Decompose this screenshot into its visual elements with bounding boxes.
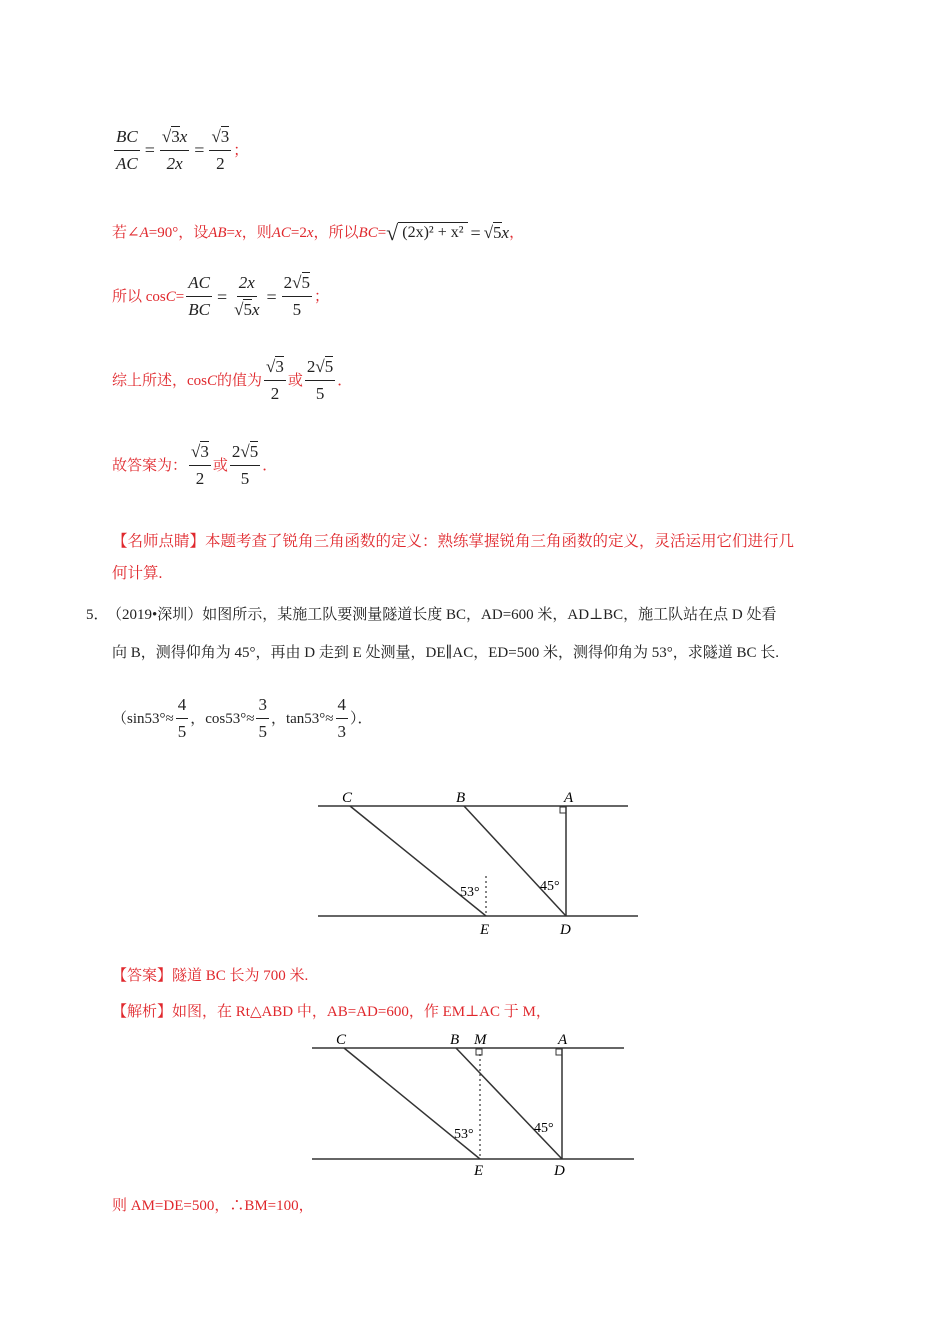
- fraction-sqrt3-over-2: $\frac{√3}{2}$: [266, 357, 284, 403]
- right-angle-marker-m: [476, 1049, 482, 1055]
- trig-hint: （sin53°≈ $\frac{4}{5}$ ，cos53°≈ $\frac{3}{5}$ ，tan53°≈ $\frac{4}{3}$ ）．: [112, 695, 373, 741]
- fraction-2sqrt5-over-5: $\frac{2√5}{5}$: [283, 273, 311, 319]
- line-bd: [456, 1048, 562, 1159]
- answer-line: 【答案】隧道 BC 长为 700 米.: [112, 968, 309, 984]
- fraction-2sqrt5-over-5: $\frac{2√5}{5}$: [231, 442, 259, 488]
- problem-5: 5． （2019•深圳）如图所示，某施工队要测量隧道长度 BC，AD=600 米，AD⊥BC，施工队站在点 D 处看 向 B，测得仰角为 45°，再由 D 走到 E 处测量，DE∥AC，ED=500 米，测得仰角为 53°，求隧道 BC 长.: [86, 607, 779, 661]
- tunnel-diagram-2: [306, 1026, 646, 1176]
- equation-ratio-bc-ac: $\frac{BC}{AC}$ = $\frac{√3x}{2x}$ = $\frac{√3}{2}$ ；: [116, 127, 249, 173]
- sqrt-expression: √ (2x)² + x² = √ 5 x: [386, 219, 510, 245]
- tunnel-diagram-1: [310, 782, 650, 942]
- sqrt-sign: √: [161, 127, 172, 146]
- solution-summary: 综上所述，cos C 的值为 $\frac{√3}{2}$ 或 $\frac{2√5}{5}$ ．: [112, 357, 353, 403]
- fraction-ac-over-bc: $\frac{AC}{BC}$: [188, 273, 210, 319]
- label-d: D: [554, 1163, 565, 1176]
- label-m: M: [474, 1032, 487, 1048]
- angle-53-label: 53°: [454, 1127, 474, 1142]
- angle-53-label: 53°: [460, 885, 480, 900]
- label-e: E: [480, 922, 490, 938]
- teacher-comment: 【名师点睛】本题考查了锐角三角函数的定义：熟练掌握锐角三角函数的定义，灵活运用它们进行几 何计算.: [112, 533, 795, 582]
- fraction-sqrt3x-over-2x: $\frac{√3x}{2x}$: [161, 127, 188, 173]
- fraction-sqrt3-over-2: $\frac{√3}{2}$: [211, 127, 230, 173]
- solution-case-angle-a: 若∠ A =90°，设 AB = x ，则 AC =2 x ，所以 BC = √ (2x)² + x² = √ 5 x ，: [112, 219, 525, 245]
- fraction-cos53: $\frac{3}{5}$: [258, 695, 267, 741]
- fraction-bc-over-ac: $\frac{BC}{AC}$: [116, 127, 138, 173]
- fraction-sin53: $\frac{4}{5}$: [177, 695, 187, 741]
- problem-number: 5．: [86, 607, 109, 623]
- angle-45-label: 45°: [540, 879, 560, 894]
- analysis-line: 【解析】如图，在 Rt△ABD 中，AB=AD=600，作 EM⊥AC 于 M，: [112, 1004, 551, 1020]
- fraction-sqrt3-over-2: $\frac{√3}{2}$: [191, 442, 209, 488]
- label-d: D: [560, 922, 571, 938]
- label-c: C: [342, 790, 353, 806]
- right-angle-marker: [560, 807, 566, 813]
- comment-tag: 【名师点睛】: [112, 533, 206, 550]
- label-b: B: [450, 1032, 460, 1048]
- analysis-tag: 【解析】: [112, 1004, 173, 1020]
- final-answer-line: 故答案为： $\frac{√3}{2}$ 或 $\frac{2√5}{5}$ ．: [112, 442, 278, 488]
- right-angle-marker-a: [556, 1049, 562, 1055]
- label-e: E: [474, 1163, 484, 1176]
- label-a: A: [558, 1032, 568, 1048]
- answer-tag: 【答案】: [112, 968, 173, 984]
- label-a: A: [564, 790, 574, 806]
- fraction-2sqrt5-over-5: $\frac{2√5}{5}$: [306, 357, 334, 403]
- final-step-line: 则 AM=DE=500，∴BM=100，: [112, 1198, 314, 1214]
- angle-45-label: 45°: [534, 1121, 554, 1136]
- label-c: C: [336, 1032, 347, 1048]
- label-b: B: [456, 790, 466, 806]
- solution-cosc-case2: 所以 cos C = $\frac{AC}{BC}$ = $\frac{2x}{√5x}$ = $\frac{2√5}{5}$ ；: [112, 273, 330, 319]
- fraction-2x-over-sqrt5x: $\frac{2x}{√5x}$: [234, 273, 260, 319]
- line-ce: [344, 1048, 480, 1159]
- fraction-tan53: $\frac{4}{3}$: [337, 695, 347, 741]
